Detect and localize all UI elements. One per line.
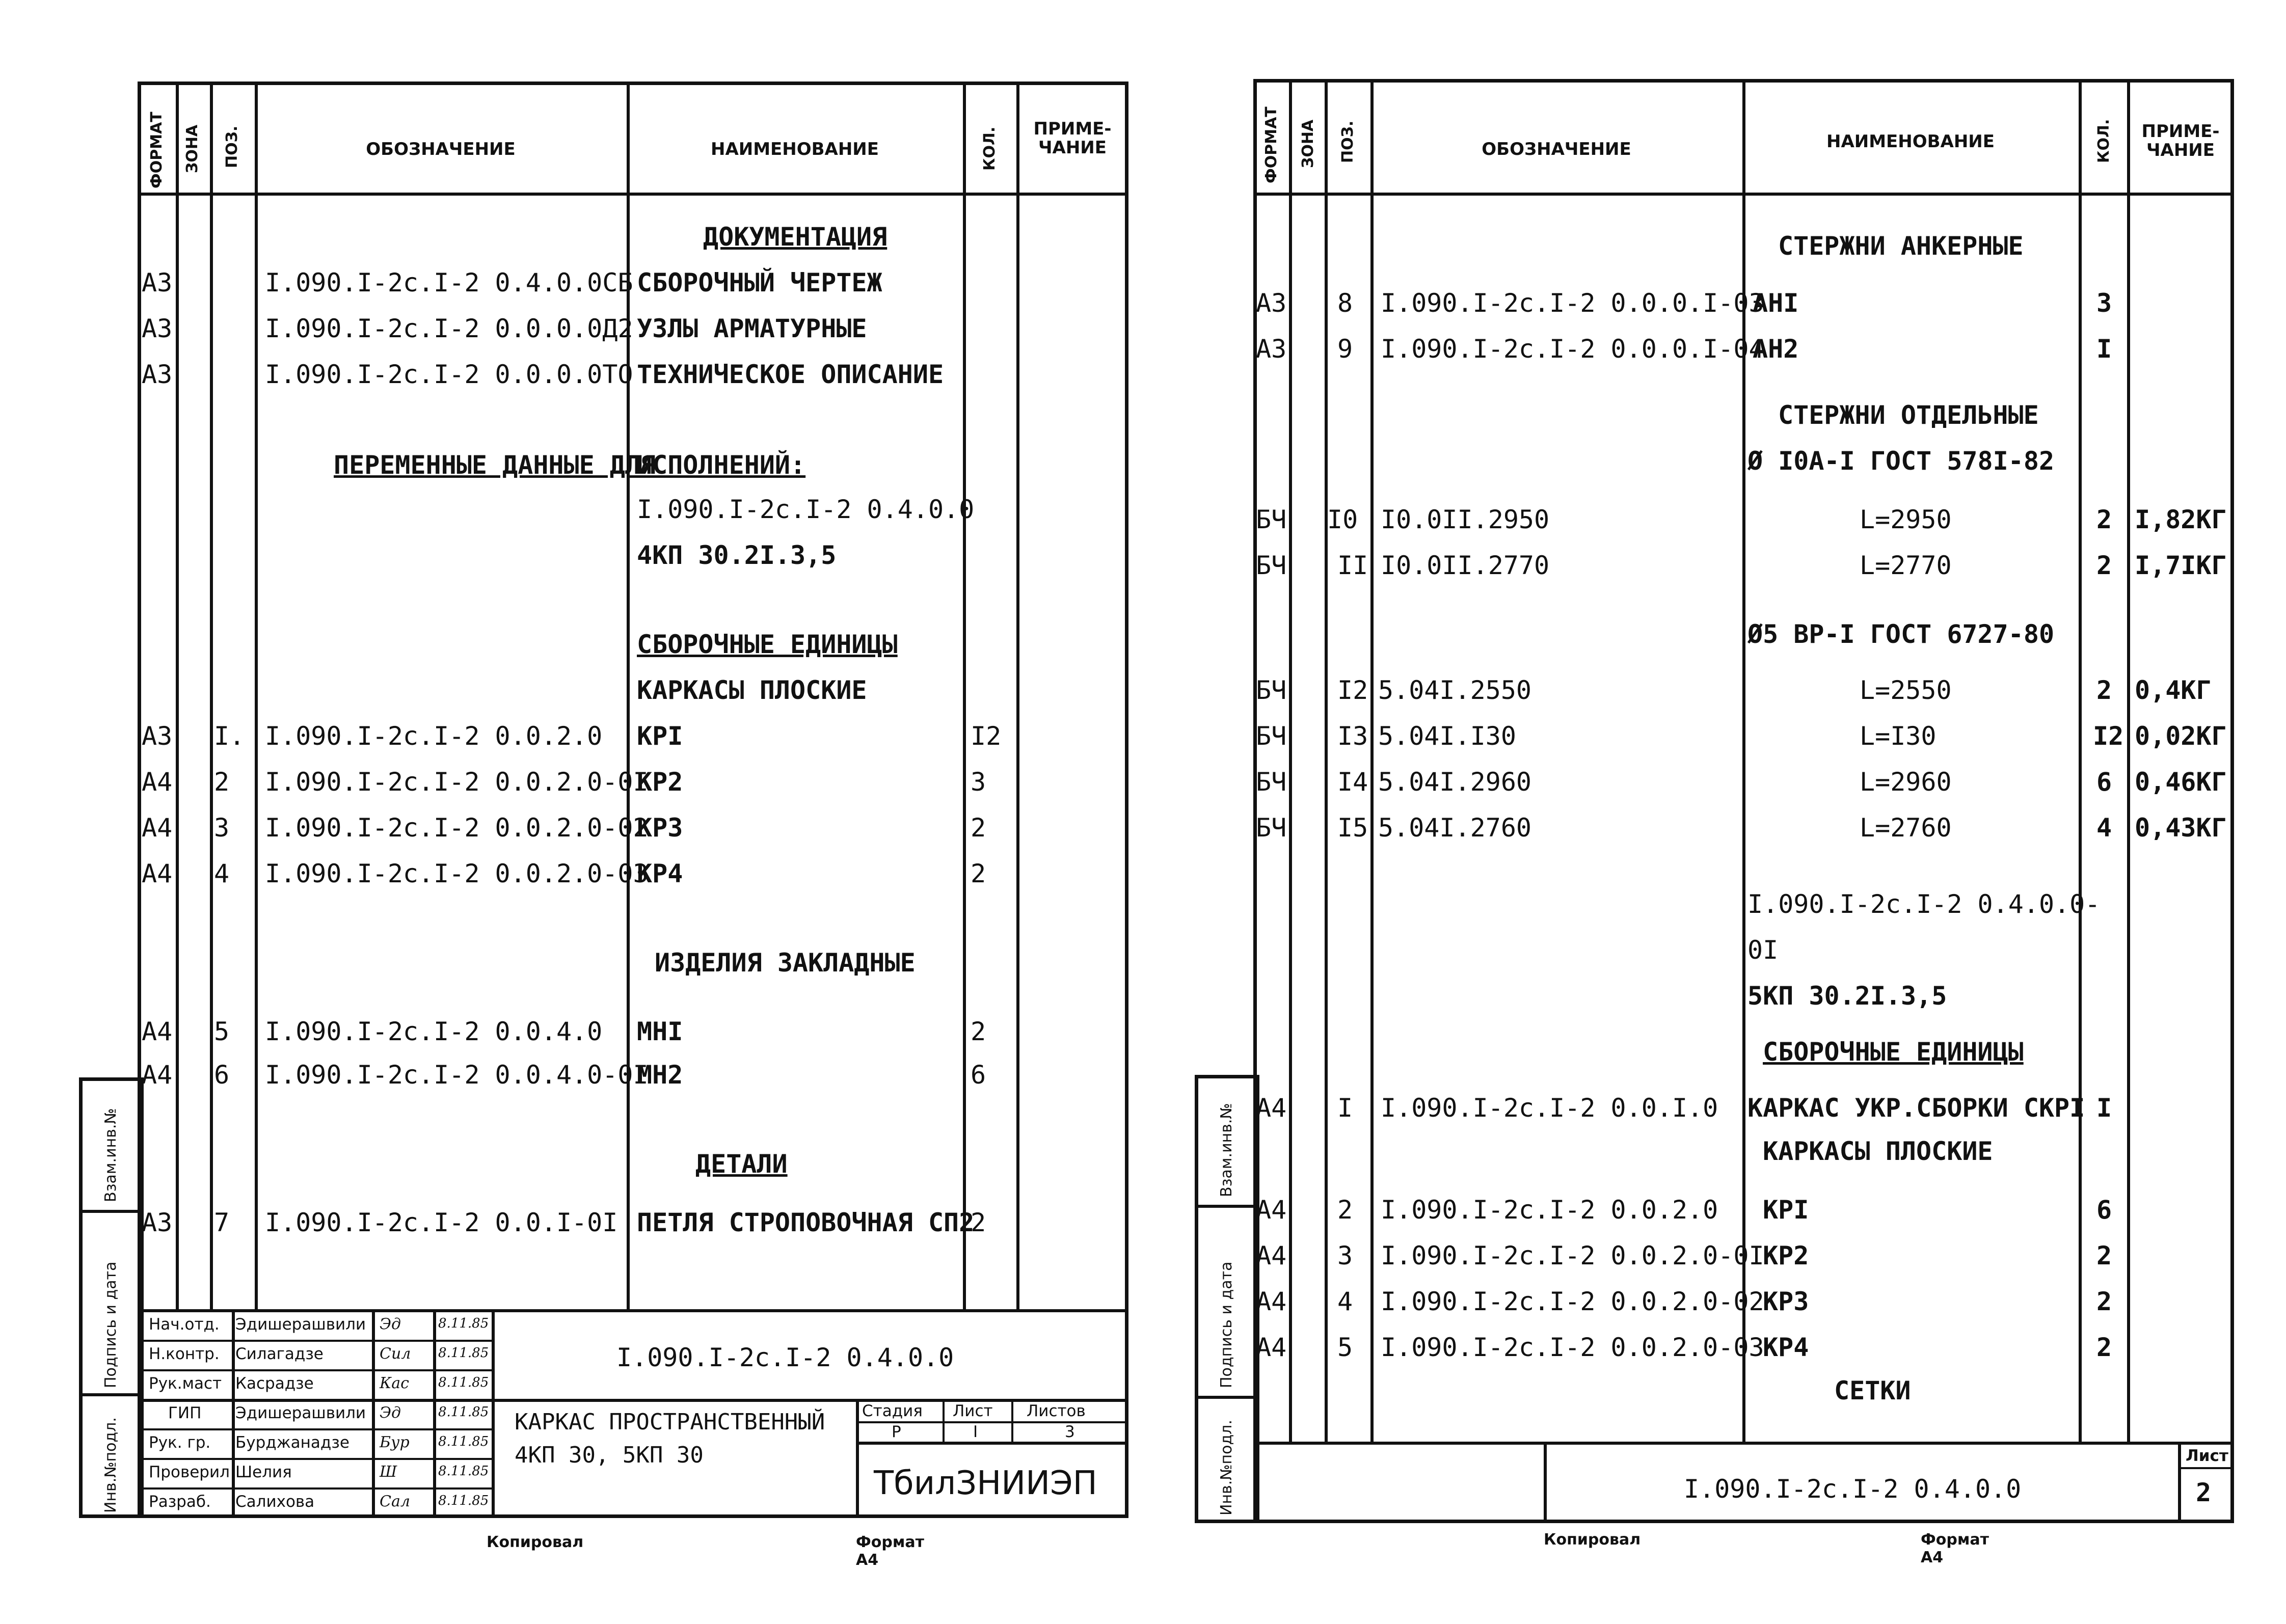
row-designation: I.090.I-2c.I-2 0.0.I.0 <box>1381 1093 1718 1123</box>
row-name: КР4 <box>637 859 683 888</box>
row-qty: 2 <box>2096 1333 2112 1362</box>
col-zone-header: ЗОНА <box>183 124 201 173</box>
row-name: L=2550 <box>1860 675 1952 705</box>
tb-signature: Сил <box>380 1345 411 1363</box>
row-designation: I.090.I-2c.I-2 0.0.4.0-0I <box>265 1060 649 1090</box>
right-side-label-0: Взам.инв.№ <box>1218 1103 1235 1197</box>
row-qty: I2 <box>2093 721 2124 751</box>
tb-date: 8.11.85 <box>438 1345 489 1361</box>
row-name: L=2960 <box>1860 767 1952 797</box>
row-qty: 2 <box>2096 505 2112 534</box>
row-qty: 4 <box>2096 813 2112 843</box>
row-name: I.090.I-2c.I-2 0.4.0.0- <box>1747 889 2101 919</box>
row-pos: 2 <box>1337 1195 1353 1225</box>
row-designation: 5.04I.2550 <box>1378 675 1532 705</box>
footer-copied: Копировал <box>1544 1531 1641 1549</box>
row-name: КР2 <box>637 767 683 797</box>
row-pos: 3 <box>1337 1241 1353 1270</box>
tb-person: Бурджанадзе <box>235 1433 349 1452</box>
row-name: I.090.I-2c.I-2 0.4.0.0 <box>637 495 975 524</box>
tb-date: 8.11.85 <box>438 1404 489 1420</box>
col-designation-header: ОБОЗНАЧЕНИЕ <box>366 139 516 159</box>
footer-format: Формат А4 <box>1921 1531 1989 1566</box>
tb-signature: Сал <box>380 1493 410 1510</box>
col-designation-header: ОБОЗНАЧЕНИЕ <box>1482 139 1631 159</box>
tb-role: Нач.отд. <box>149 1315 220 1334</box>
footer-copied: Копировал <box>487 1533 584 1551</box>
row-designation: I0.0II.2770 <box>1381 551 1550 580</box>
tb-person: Шелия <box>235 1463 292 1481</box>
row-designation: I.090.I-2c.I-2 0.0.I-0I <box>265 1208 618 1237</box>
tb-sheets-label: Листов <box>1027 1402 1086 1420</box>
row-format: А4 <box>142 1060 173 1090</box>
tb-sheet-label: Лист <box>953 1402 993 1420</box>
left-side-label-0: Взам.инв.№ <box>102 1108 120 1202</box>
row-designation: 5.04I.2760 <box>1378 813 1532 843</box>
tb-person: Салихова <box>235 1493 315 1511</box>
row-designation: I.090.I-2c.I-2 0.0.2.0-02 <box>265 813 649 843</box>
row-qty: 2 <box>2096 551 2112 580</box>
tb-role: Проверил <box>149 1463 230 1481</box>
tb-stage-label: Стадия <box>862 1402 923 1420</box>
row-designation: I.090.I-2c.I-2 0.0.0.0Д2 <box>265 314 633 343</box>
tb-title-line1: КАРКАС ПРОСТРАНСТВЕННЫЙ <box>515 1409 825 1435</box>
row-qty: I2 <box>971 721 1002 751</box>
row-pos: I. <box>214 721 245 751</box>
col-pos-header: ПОЗ. <box>223 125 241 168</box>
row-format: БЧ <box>1256 813 1287 843</box>
row-pos: 8 <box>1337 288 1353 318</box>
row-name: ИЗДЕЛИЯ ЗАКЛАДНЫЕ <box>655 948 916 978</box>
row-designation: I.090.I-2c.I-2 0.0.0.I-03 <box>1381 288 1764 318</box>
tb-role: ГИП <box>168 1404 202 1422</box>
row-format: А3 <box>142 721 173 751</box>
tb-role: Рук. гр. <box>149 1433 211 1452</box>
tb-stage: Р <box>892 1423 901 1441</box>
row-designation: I.090.I-2c.I-2 0.4.0.0СБ <box>265 268 633 297</box>
col-name-header: НАИМЕНОВАНИЕ <box>1826 131 1995 152</box>
row-pos: II <box>1337 551 1368 580</box>
row-format: А3 <box>142 268 173 297</box>
tb-title-line2: 4КП 30, 5КП 30 <box>515 1442 704 1468</box>
row-name: УЗЛЫ АРМАТУРНЫЕ <box>637 314 867 343</box>
row-qty: 3 <box>971 767 986 797</box>
col-note-header: ПРИМЕ- ЧАНИЕ <box>2141 121 2220 161</box>
row-format: А3 <box>1256 334 1287 364</box>
row-name: ПЕТЛЯ СТРОПОВОЧНАЯ СП2 <box>637 1208 975 1237</box>
row-name: КР3 <box>1763 1287 1809 1316</box>
row-format: А4 <box>142 813 173 843</box>
tb-person: Касрадзе <box>235 1374 314 1393</box>
col-note-header: ПРИМЕ- ЧАНИЕ <box>1033 119 1112 158</box>
row-designation: I.090.I-2c.I-2 0.0.2.0-0I <box>265 767 649 797</box>
tb-person: Эдишерашвили <box>235 1315 366 1334</box>
row-pos: 6 <box>214 1060 230 1090</box>
row-format: А3 <box>142 1208 173 1237</box>
row-format: А4 <box>1256 1241 1287 1270</box>
row-name: ДОКУМЕНТАЦИЯ <box>703 222 887 252</box>
stamp-sheet-label: Лист <box>2186 1447 2228 1465</box>
row-qty: I <box>2096 1093 2112 1123</box>
tb-role: Н.контр. <box>149 1345 220 1363</box>
tb-date: 8.11.85 <box>438 1464 489 1479</box>
col-pos-header: ПОЗ. <box>1339 120 1357 163</box>
row-name: 5КП 30.2I.3,5 <box>1747 981 1947 1011</box>
row-pos: 9 <box>1337 334 1353 364</box>
row-name: КР2 <box>1763 1241 1809 1270</box>
row-pos: I <box>1337 1093 1353 1123</box>
row-name: СТЕРЖНИ ОТДЕЛЬНЫЕ <box>1778 400 2039 430</box>
row-qty: 2 <box>2096 1287 2112 1316</box>
row-pos: I5 <box>1337 813 1368 843</box>
row-name: L=2760 <box>1860 813 1952 843</box>
row-designation: I.090.I-2c.I-2 0.0.2.0-03 <box>1381 1333 1764 1362</box>
row-format: А3 <box>142 314 173 343</box>
row-pos: 4 <box>214 859 230 888</box>
tb-sheets: 3 <box>1065 1423 1075 1441</box>
row-name: ТЕХНИЧЕСКОЕ ОПИСАНИЕ <box>637 360 944 389</box>
row-designation: I.090.I-2c.I-2 0.0.0.0ТО <box>265 360 633 389</box>
row-pos: 5 <box>1337 1333 1353 1362</box>
row-designation: I.090.I-2c.I-2 0.0.4.0 <box>265 1017 603 1046</box>
row-name: СТЕРЖНИ АНКЕРНЫЕ <box>1778 231 2024 261</box>
row-qty: 6 <box>2096 767 2112 797</box>
row-name: АНI <box>1753 288 1799 318</box>
row-pos: I4 <box>1337 767 1368 797</box>
row-qty: 2 <box>971 1017 986 1046</box>
row-name: КАРКАСЫ ПЛОСКИЕ <box>637 675 867 705</box>
tb-date: 8.11.85 <box>438 1375 489 1390</box>
row-note: I,7IКГ <box>2135 551 2227 580</box>
tb-signature: Бур <box>380 1433 410 1451</box>
row-designation: I0.0II.2950 <box>1381 505 1550 534</box>
row-name: СЕТКИ <box>1834 1376 1911 1405</box>
row-name: КР4 <box>1763 1333 1809 1362</box>
row-qty: 2 <box>2096 1241 2112 1270</box>
row-qty: 2 <box>2096 675 2112 705</box>
right-side-label-2: Инв.№подл. <box>1218 1420 1235 1515</box>
row-name: СБОРОЧНЫЕ ЕДИНИЦЫ <box>637 630 898 659</box>
tb-person: Эдишерашвили <box>235 1404 366 1422</box>
tb-date: 8.11.85 <box>438 1316 489 1331</box>
row-designation: I.090.I-2c.I-2 0.0.2.0 <box>265 721 603 751</box>
row-format: А3 <box>1256 288 1287 318</box>
col-format-header: ФОРМАТ <box>148 112 166 188</box>
row-format: А4 <box>1256 1195 1287 1225</box>
col-qty-header: КОЛ. <box>2095 119 2113 163</box>
row-designation: 5.04I.I30 <box>1378 721 1516 751</box>
tb-doc-code: I.090.I-2c.I-2 0.4.0.0 <box>616 1343 954 1372</box>
row-name: 0I <box>1747 935 1779 965</box>
row-name: СБОРОЧНЫЕ ЕДИНИЦЫ <box>1763 1037 2024 1067</box>
row-name: Ø5 ВР-I ГОСТ 6727-80 <box>1747 619 2055 649</box>
tb-signature: Ш <box>380 1463 397 1481</box>
row-designation: ПЕРЕМЕННЫЕ ДАННЫЕ ДЛЯ <box>334 450 656 480</box>
tb-role: Рук.маст <box>149 1374 222 1393</box>
row-format: А3 <box>142 360 173 389</box>
tb-date: 8.11.85 <box>438 1493 489 1508</box>
row-name: МНI <box>637 1017 683 1046</box>
tb-sheet: I <box>973 1423 978 1441</box>
tb-signature: Кас <box>380 1374 409 1392</box>
row-format: А4 <box>142 1017 173 1046</box>
row-designation: I.090.I-2c.I-2 0.0.2.0-02 <box>1381 1287 1764 1316</box>
tb-signature: Эд <box>380 1315 401 1333</box>
row-pos: 3 <box>214 813 230 843</box>
row-format: А4 <box>142 767 173 797</box>
row-pos: I0 <box>1327 505 1358 534</box>
row-note: 0,4КГ <box>2135 675 2212 705</box>
tb-date: 8.11.85 <box>438 1434 489 1449</box>
row-format: А4 <box>1256 1093 1287 1123</box>
row-name: КРI <box>1763 1195 1809 1225</box>
row-format: БЧ <box>1256 767 1287 797</box>
row-format: БЧ <box>1256 721 1287 751</box>
row-qty: 6 <box>2096 1195 2112 1225</box>
row-note: 0,46КГ <box>2135 767 2227 797</box>
row-pos: I2 <box>1337 675 1368 705</box>
tb-person: Силагадзе <box>235 1345 324 1363</box>
row-name: 4КП 30.2I.3,5 <box>637 540 837 570</box>
row-pos: 7 <box>214 1208 230 1237</box>
row-name: L=2770 <box>1860 551 1952 580</box>
row-name: ИСПОЛНЕНИЙ: <box>637 450 806 480</box>
row-name: L=2950 <box>1860 505 1952 534</box>
left-side-label-2: Инв.№подл. <box>102 1417 120 1513</box>
row-name: КАРКАСЫ ПЛОСКИЕ <box>1763 1136 1993 1166</box>
row-qty: 2 <box>971 859 986 888</box>
row-name: КР3 <box>637 813 683 843</box>
row-format: БЧ <box>1256 505 1287 534</box>
col-format-header: ФОРМАТ <box>1262 106 1280 183</box>
tb-organization: ТбилЗНИИЭП <box>874 1465 1097 1502</box>
tb-role: Разраб. <box>149 1493 211 1511</box>
row-name: КРI <box>637 721 683 751</box>
row-qty: I <box>2096 334 2112 364</box>
row-qty: 6 <box>971 1060 986 1090</box>
row-format: А4 <box>1256 1333 1287 1362</box>
row-format: БЧ <box>1256 551 1287 580</box>
col-zone-header: ЗОНА <box>1299 119 1317 168</box>
row-designation: 5.04I.2960 <box>1378 767 1532 797</box>
col-qty-header: КОЛ. <box>981 126 999 171</box>
left-side-label-1: Подпись и дата <box>102 1261 120 1388</box>
row-format: БЧ <box>1256 675 1287 705</box>
stamp-sheet-number: 2 <box>2196 1478 2212 1507</box>
row-note: I,82КГ <box>2135 505 2227 534</box>
col-name-header: НАИМЕНОВАНИЕ <box>710 139 879 159</box>
row-name: АН2 <box>1753 334 1799 364</box>
row-pos: 2 <box>214 767 230 797</box>
row-name: КАРКАС УКР.СБОРКИ СКРI <box>1747 1093 2085 1123</box>
row-designation: I.090.I-2c.I-2 0.0.0.I-04 <box>1381 334 1764 364</box>
row-designation: I.090.I-2c.I-2 0.0.2.0 <box>1381 1195 1718 1225</box>
footer-format: Формат А4 <box>856 1533 924 1569</box>
row-name: СБОРОЧНЫЙ ЧЕРТЕЖ <box>637 268 882 297</box>
row-designation: I.090.I-2c.I-2 0.0.2.0-03 <box>265 859 649 888</box>
row-name: ДЕТАЛИ <box>695 1149 788 1179</box>
row-qty: 2 <box>971 813 986 843</box>
row-qty: 3 <box>2096 288 2112 318</box>
row-designation: I.090.I-2c.I-2 0.0.2.0-0I <box>1381 1241 1764 1270</box>
row-name: МН2 <box>637 1060 683 1090</box>
row-name: L=I30 <box>1860 721 1937 751</box>
stamp-doc-code: I.090.I-2c.I-2 0.4.0.0 <box>1684 1474 2022 1504</box>
row-qty: 2 <box>971 1208 986 1237</box>
row-pos: 4 <box>1337 1287 1353 1316</box>
row-format: А4 <box>1256 1287 1287 1316</box>
row-note: 0,43КГ <box>2135 813 2227 843</box>
row-name: Ø I0А-I ГОСТ 578I-82 <box>1747 446 2055 476</box>
row-pos: I3 <box>1337 721 1368 751</box>
row-format: А4 <box>142 859 173 888</box>
tb-signature: Эд <box>380 1404 401 1422</box>
right-side-label-1: Подпись и дата <box>1218 1261 1235 1388</box>
row-note: 0,02КГ <box>2135 721 2227 751</box>
row-pos: 5 <box>214 1017 230 1046</box>
